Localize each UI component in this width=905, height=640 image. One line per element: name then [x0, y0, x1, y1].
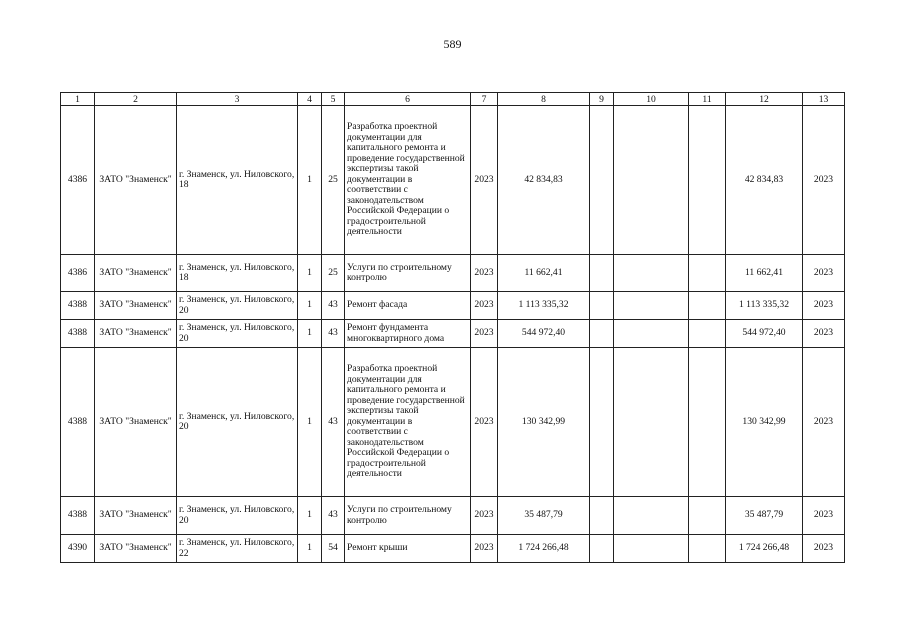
cell-amount: 1 724 266,48: [498, 535, 590, 563]
cell-work-type: Разработка проектной документации для капитального ремонта и проведение государственной экспертизы такой документации в соответствии с законодательством Российской Федерации о градостроительной деятельности: [345, 348, 471, 497]
cell-amount: 42 834,83: [498, 106, 590, 255]
cell-municipality: ЗАТО "Знаменск": [95, 535, 177, 563]
cell-end-year: 2023: [803, 535, 845, 563]
cell-address: г. Знаменск, ул. Ниловского, 18: [177, 106, 298, 255]
cell-record-id: 4386: [61, 255, 95, 292]
cell-col9: [590, 497, 614, 535]
cell-year: 2023: [471, 535, 498, 563]
cell-col5: 43: [322, 348, 345, 497]
cell-col4: 1: [298, 106, 322, 255]
cell-year: 2023: [471, 106, 498, 255]
cell-amount: 130 342,99: [498, 348, 590, 497]
table-row: [61, 320, 845, 348]
cell-municipality: ЗАТО "Знаменск": [95, 348, 177, 497]
cell-end-year: 2023: [803, 106, 845, 255]
cell-end-year: 2023: [803, 320, 845, 348]
cell-col10: [614, 348, 689, 497]
cell-amount-total: 11 662,41: [726, 255, 803, 292]
table-row: [61, 497, 845, 535]
table-row: [61, 292, 845, 320]
cell-col5: 43: [322, 320, 345, 348]
cell-end-year: 2023: [803, 292, 845, 320]
cell-record-id: 4386: [61, 106, 95, 255]
cell-address: г. Знаменск, ул. Ниловского, 20: [177, 292, 298, 320]
column-header: 11: [689, 93, 726, 106]
cell-year: 2023: [471, 348, 498, 497]
cell-amount-total: 42 834,83: [726, 106, 803, 255]
cell-col5: 43: [322, 497, 345, 535]
cell-col4: 1: [298, 535, 322, 563]
cell-col9: [590, 106, 614, 255]
cell-record-id: 4388: [61, 292, 95, 320]
cell-amount-total: 544 972,40: [726, 320, 803, 348]
cell-amount: 11 662,41: [498, 255, 590, 292]
column-header: 7: [471, 93, 498, 106]
column-header: 12: [726, 93, 803, 106]
table-header: [61, 93, 845, 106]
column-header: 13: [803, 93, 845, 106]
cell-col10: [614, 292, 689, 320]
cell-col11: [689, 497, 726, 535]
cell-municipality: ЗАТО "Знаменск": [95, 255, 177, 292]
cell-col10: [614, 106, 689, 255]
cell-record-id: 4388: [61, 348, 95, 497]
cell-record-id: 4390: [61, 535, 95, 563]
cell-amount: 1 113 335,32: [498, 292, 590, 320]
cell-col11: [689, 106, 726, 255]
cell-work-type: Разработка проектной документации для капитального ремонта и проведение государственной экспертизы такой документации в соответствии с законодательством Российской Федерации о градостроительной деятельности: [345, 106, 471, 255]
table-row: [61, 348, 845, 497]
cell-col4: 1: [298, 497, 322, 535]
cell-col10: [614, 255, 689, 292]
cell-year: 2023: [471, 255, 498, 292]
cell-col11: [689, 255, 726, 292]
cell-end-year: 2023: [803, 497, 845, 535]
cell-end-year: 2023: [803, 255, 845, 292]
cell-col10: [614, 320, 689, 348]
cell-address: г. Знаменск, ул. Ниловского, 18: [177, 255, 298, 292]
cell-col4: 1: [298, 320, 322, 348]
cell-address: г. Знаменск, ул. Ниловского, 22: [177, 535, 298, 563]
cell-col4: 1: [298, 255, 322, 292]
cell-col9: [590, 292, 614, 320]
cell-record-id: 4388: [61, 497, 95, 535]
cell-amount-total: 1 724 266,48: [726, 535, 803, 563]
cell-address: г. Знаменск, ул. Ниловского, 20: [177, 320, 298, 348]
cell-col9: [590, 320, 614, 348]
cell-col11: [689, 292, 726, 320]
cell-col5: 54: [322, 535, 345, 563]
column-header: 9: [590, 93, 614, 106]
page-number: 589: [443, 37, 462, 51]
column-header: 4: [298, 93, 322, 106]
cell-address: г. Знаменск, ул. Ниловского, 20: [177, 348, 298, 497]
cell-col9: [590, 535, 614, 563]
cell-work-type: Ремонт крыши: [345, 535, 471, 563]
cell-work-type: Услуги по строительному контролю: [345, 255, 471, 292]
column-header: 2: [95, 93, 177, 106]
cell-work-type: Ремонт фасада: [345, 292, 471, 320]
cell-col5: 25: [322, 106, 345, 255]
table-row: [61, 255, 845, 292]
cell-col10: [614, 535, 689, 563]
cell-col11: [689, 320, 726, 348]
cell-col11: [689, 348, 726, 497]
table-row: [61, 535, 845, 563]
cell-year: 2023: [471, 497, 498, 535]
cell-col11: [689, 535, 726, 563]
cell-amount-total: 1 113 335,32: [726, 292, 803, 320]
column-header: 8: [498, 93, 590, 106]
cell-address: г. Знаменск, ул. Ниловского, 20: [177, 497, 298, 535]
cell-amount: 35 487,79: [498, 497, 590, 535]
cell-col5: 43: [322, 292, 345, 320]
cell-year: 2023: [471, 292, 498, 320]
cell-col4: 1: [298, 292, 322, 320]
column-header: 5: [322, 93, 345, 106]
cell-col9: [590, 348, 614, 497]
cell-col9: [590, 255, 614, 292]
cell-amount: 544 972,40: [498, 320, 590, 348]
cell-municipality: ЗАТО "Знаменск": [95, 106, 177, 255]
column-header: 1: [61, 93, 95, 106]
table-row: [61, 106, 845, 255]
cell-municipality: ЗАТО "Знаменск": [95, 320, 177, 348]
cell-amount-total: 130 342,99: [726, 348, 803, 497]
column-header: 6: [345, 93, 471, 106]
cell-year: 2023: [471, 320, 498, 348]
cell-work-type: Услуги по строительному контролю: [345, 497, 471, 535]
cell-municipality: ЗАТО "Знаменск": [95, 292, 177, 320]
data-table: [60, 92, 845, 563]
cell-record-id: 4388: [61, 320, 95, 348]
cell-work-type: Ремонт фундамента многоквартирного дома: [345, 320, 471, 348]
cell-col5: 25: [322, 255, 345, 292]
cell-end-year: 2023: [803, 348, 845, 497]
column-header: 3: [177, 93, 298, 106]
cell-col10: [614, 497, 689, 535]
column-header: 10: [614, 93, 689, 106]
cell-col4: 1: [298, 348, 322, 497]
cell-amount-total: 35 487,79: [726, 497, 803, 535]
cell-municipality: ЗАТО "Знаменск": [95, 497, 177, 535]
table-body: [61, 106, 845, 563]
header-row: [61, 93, 845, 106]
